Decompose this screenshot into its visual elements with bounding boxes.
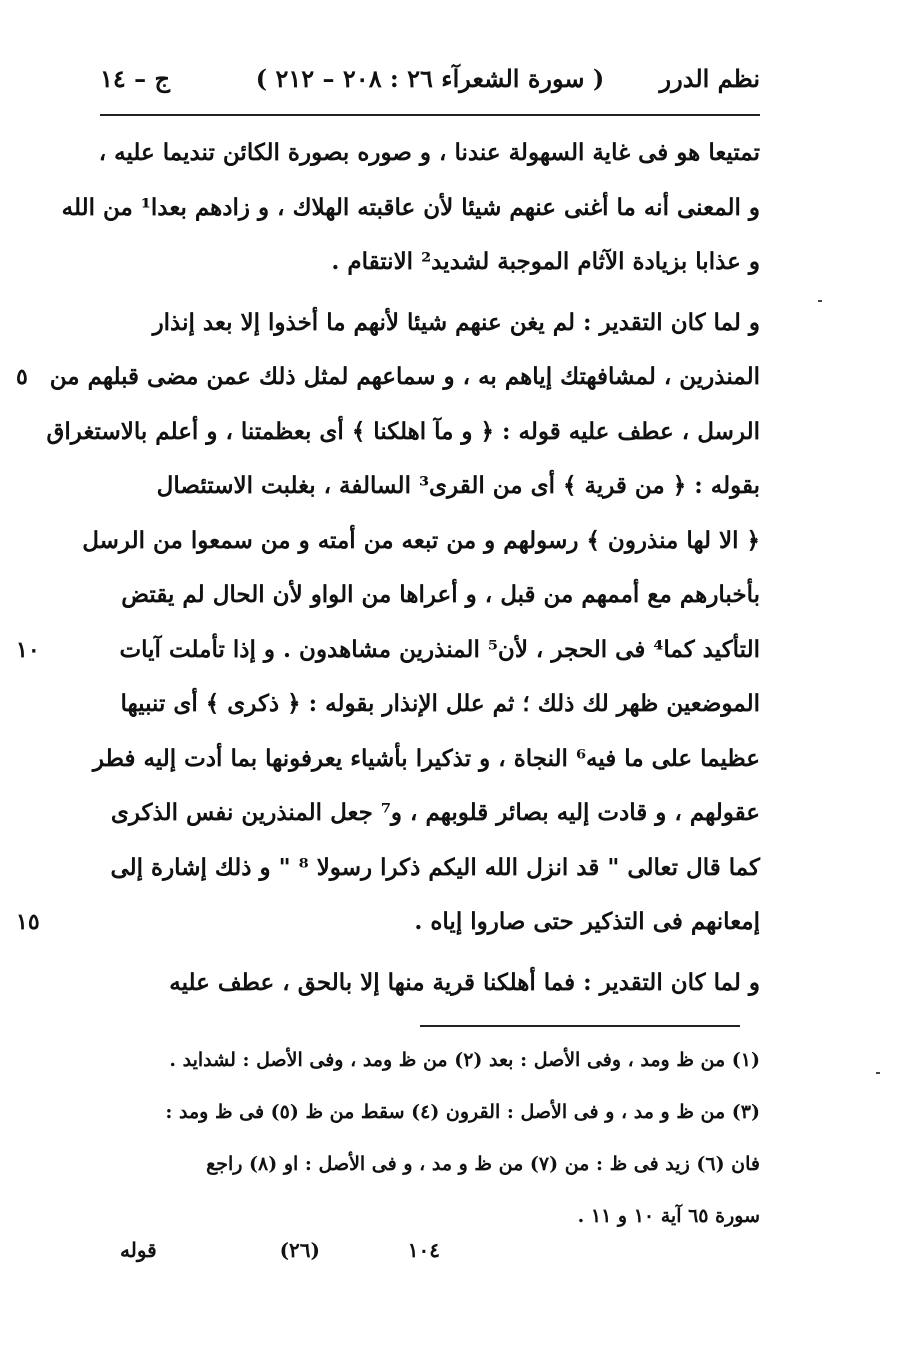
text-line: المنذرين ، لمشافهتك إياهم به ، و سماعهم لمثل ذلك عمن مضى قبلهم من ٥ <box>100 350 760 405</box>
footnotes <box>100 1034 760 1242</box>
main-text <box>16 126 760 1010</box>
line-number: ٥ <box>16 364 28 390</box>
footnote-line: فان (٦) زيد فى ظ : من (٧) من ظ و مد ، و فى الأصل : او (٨) راجع <box>206 1153 760 1175</box>
text-line: الموضعين ظهر لك ذلك ؛ ثم علل الإنذار بقوله : ﴿ ذكرى ﴾ أى تنبيها <box>120 690 760 717</box>
book-title: نظم الدرر <box>659 64 760 93</box>
footnote-line: (١) من ظ ومد ، وفى الأصل : بعد (٢) من ظ ومد ، وفى الأصل : لشدايد . <box>169 1049 760 1071</box>
text-line: و المعنى أنه ما أغنى عنهم شيئا لأن عاقبته الهلاك ، و زادهم بعدا¹ من الله <box>61 193 760 221</box>
text-line: بأخبارهم مع أممهم من قبل ، و أعراها من الواو لأن الحال لم يقتض <box>121 581 760 608</box>
running-header <box>100 64 760 104</box>
text-line: و عذابا بزيادة الآثام الموجبة لشديد² الانتقام . <box>331 248 760 275</box>
text-line: تمتيعا هو فى غاية السهولة عندنا ، و صوره بصورة الكائن تنديما عليه ، <box>98 139 760 166</box>
text-line: و لما كان التقدير : فما أهلكنا قرية منها إلا بالحق ، عطف عليه <box>169 968 760 996</box>
volume-number: ج – ١٤ <box>100 64 170 93</box>
footnote-rule <box>420 1025 740 1027</box>
text-line: و لما كان التقدير : لم يغن عنهم شيئا لأنهم ما أخذوا إلا بعد إنذار <box>152 308 760 336</box>
footnote-line: (٣) من ظ و مد ، و فى الأصل : القرون (٤) سقط من ظ (٥) فى ظ ومد : <box>165 1101 760 1123</box>
scan-speck <box>818 300 822 302</box>
scan-speck <box>876 1072 880 1074</box>
text-line: بقوله : ﴿ من قرية ﴾ أى من القرى³ السالفة ، بغلبت الاستئصال <box>156 472 760 499</box>
footnote-line: سورة ٦٥ آية ١٠ و ١١ . <box>577 1205 760 1227</box>
header-rule <box>100 114 760 116</box>
line-number: ١٥ <box>16 909 40 935</box>
text-line: كما قال تعالى " قد انزل الله اليكم ذكرا رسولا ⁸ " و ذلك إشارة إلى <box>110 853 760 881</box>
surah-reference: ( سورة الشعرآء ٢٦ : ٢٠٨ – ٢١٢ ) <box>255 64 605 93</box>
text-line: ﴿ الا لها منذرون ﴾ رسولهم و من تبعه من أمته و من سمعوا من الرسل <box>82 526 760 554</box>
text-line: التأكيد كما⁴ فى الحجر ، لأن⁵ المنذرين مشاهدون . و إذا تأملت آيات ١٠ <box>100 623 760 678</box>
text-line: إمعانهم فى التذكير حتى صاروا إياه . ١٥ <box>100 895 760 950</box>
page-number: ١٠٤ <box>407 1238 440 1262</box>
catchword: قوله <box>120 1238 157 1262</box>
line-number: ١٠ <box>16 636 40 663</box>
page-footer <box>100 1238 760 1278</box>
text-line: عظيما على ما فيه⁶ النجاة ، و تذكيرا بأشياء يعرفونها بما أدت إليه فطر <box>92 744 760 772</box>
part-number: (٢٦) <box>279 1238 320 1262</box>
text-line: الرسل ، عطف عليه قوله : ﴿ و مآ اهلكنا ﴾ أى بعظمتنا ، و أعلم بالاستغراق <box>46 417 760 445</box>
text-line: عقولهم ، و قادت إليه بصائر قلوبهم ، و⁷ جعل المنذرين نفس الذكرى <box>110 799 760 826</box>
